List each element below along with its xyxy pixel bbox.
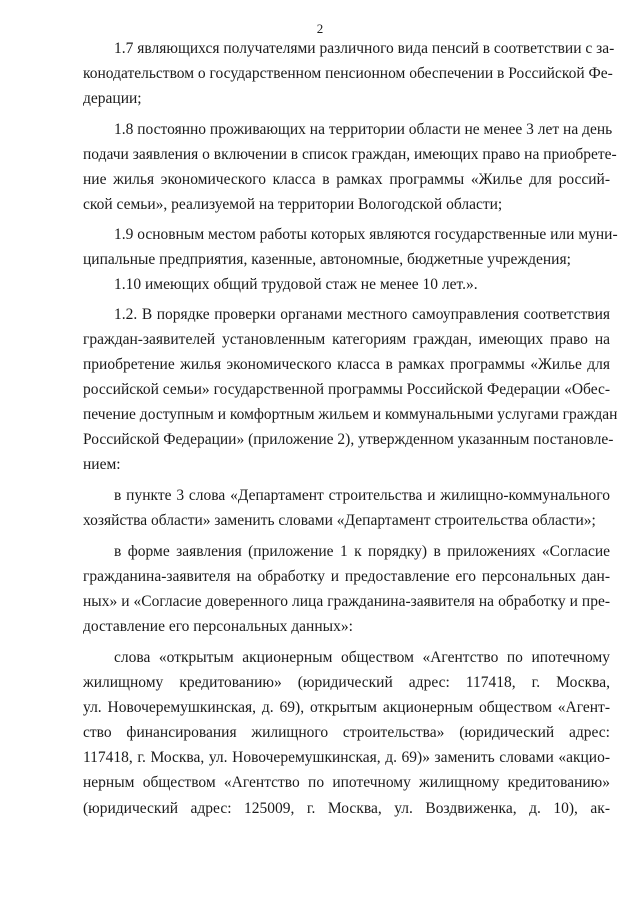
text-line: подачи заявления о включении в список граждан, имеющих право на приобрете-	[83, 146, 617, 163]
text-line: 1.10 имеющих общий трудовой стаж не менее 10 лет.».	[114, 276, 478, 293]
text-line: граждан-заявителей установленным категориям граждан, имеющих право на	[83, 331, 610, 348]
text-line: (юридический адрес: 125009, г. Москва, ул. Воздвиженка, д. 10), ак-	[83, 800, 610, 817]
text-line: ных» и «Согласие доверенного лица гражданина-заявителя на обработку и пре-	[83, 593, 610, 610]
text-line: слова «открытым акционерным обществом «Агентство по ипотечному	[114, 649, 610, 666]
text-line: ние жилья экономического класса в рамках программы «Жилье для россий-	[83, 171, 610, 188]
text-line: в пункте 3 слова «Департамент строительства и жилищно-коммунального	[114, 487, 610, 504]
text-line: ской семьи», реализуемой на территории Вологодской области;	[83, 196, 503, 213]
text-line: 1.8 постоянно проживающих на территории области не менее 3 лет на день	[114, 121, 613, 138]
text-line: 1.7 являющихся получателями различного вида пенсий в соответствии с за-	[114, 40, 615, 57]
text-line: нием:	[83, 456, 121, 473]
text-line: Российской Федерации» (приложение 2), утвержденном указанным постановле-	[83, 431, 614, 448]
text-line: ство финансирования жилищного строительства» (юридический адрес:	[83, 724, 610, 741]
text-line: 1.9 основным местом работы которых являются государственные или муни-	[114, 226, 618, 243]
text-line: российской семьи» государственной программы Российской Федерации «Обес-	[83, 381, 610, 398]
text-line: приобретение жилья экономического класса в рамках программы «Жилье для	[83, 356, 610, 373]
text-line: хозяйства области» заменить словами «Департамент строительства области»;	[83, 512, 596, 529]
text-line: ципальные предприятия, казенные, автономные, бюджетные учреждения;	[83, 251, 571, 268]
text-line: жилищному кредитованию» (юридический адрес: 117418, г. Москва,	[83, 674, 610, 691]
text-line: конодательством о государственном пенсионном обеспечении в Российской Фе-	[83, 65, 613, 82]
text-line: нерным обществом «Агентство по ипотечному жилищному кредитованию»	[83, 774, 610, 791]
text-line: в форме заявления (приложение 1 к порядку) в приложениях «Согласие	[114, 543, 610, 560]
text-line: гражданина-заявителя на обработку и предоставление его персональных дан-	[83, 568, 610, 585]
text-line: печение доступным и комфортным жильем и коммунальными услугами граждан	[83, 406, 618, 423]
page-number: 2	[316, 21, 324, 36]
text-line: 1.2. В порядке проверки органами местного самоуправления соответствия	[114, 306, 610, 323]
text-line: ул. Новочеремушкинская, д. 69), открытым акционерным обществом «Агент-	[83, 699, 610, 716]
text-line: доставление его персональных данных»:	[83, 618, 353, 635]
text-line: 117418, г. Москва, ул. Новочеремушкинская, д. 69)» заменить словами «акцио-	[83, 749, 610, 766]
text-line: дерации;	[83, 90, 142, 107]
